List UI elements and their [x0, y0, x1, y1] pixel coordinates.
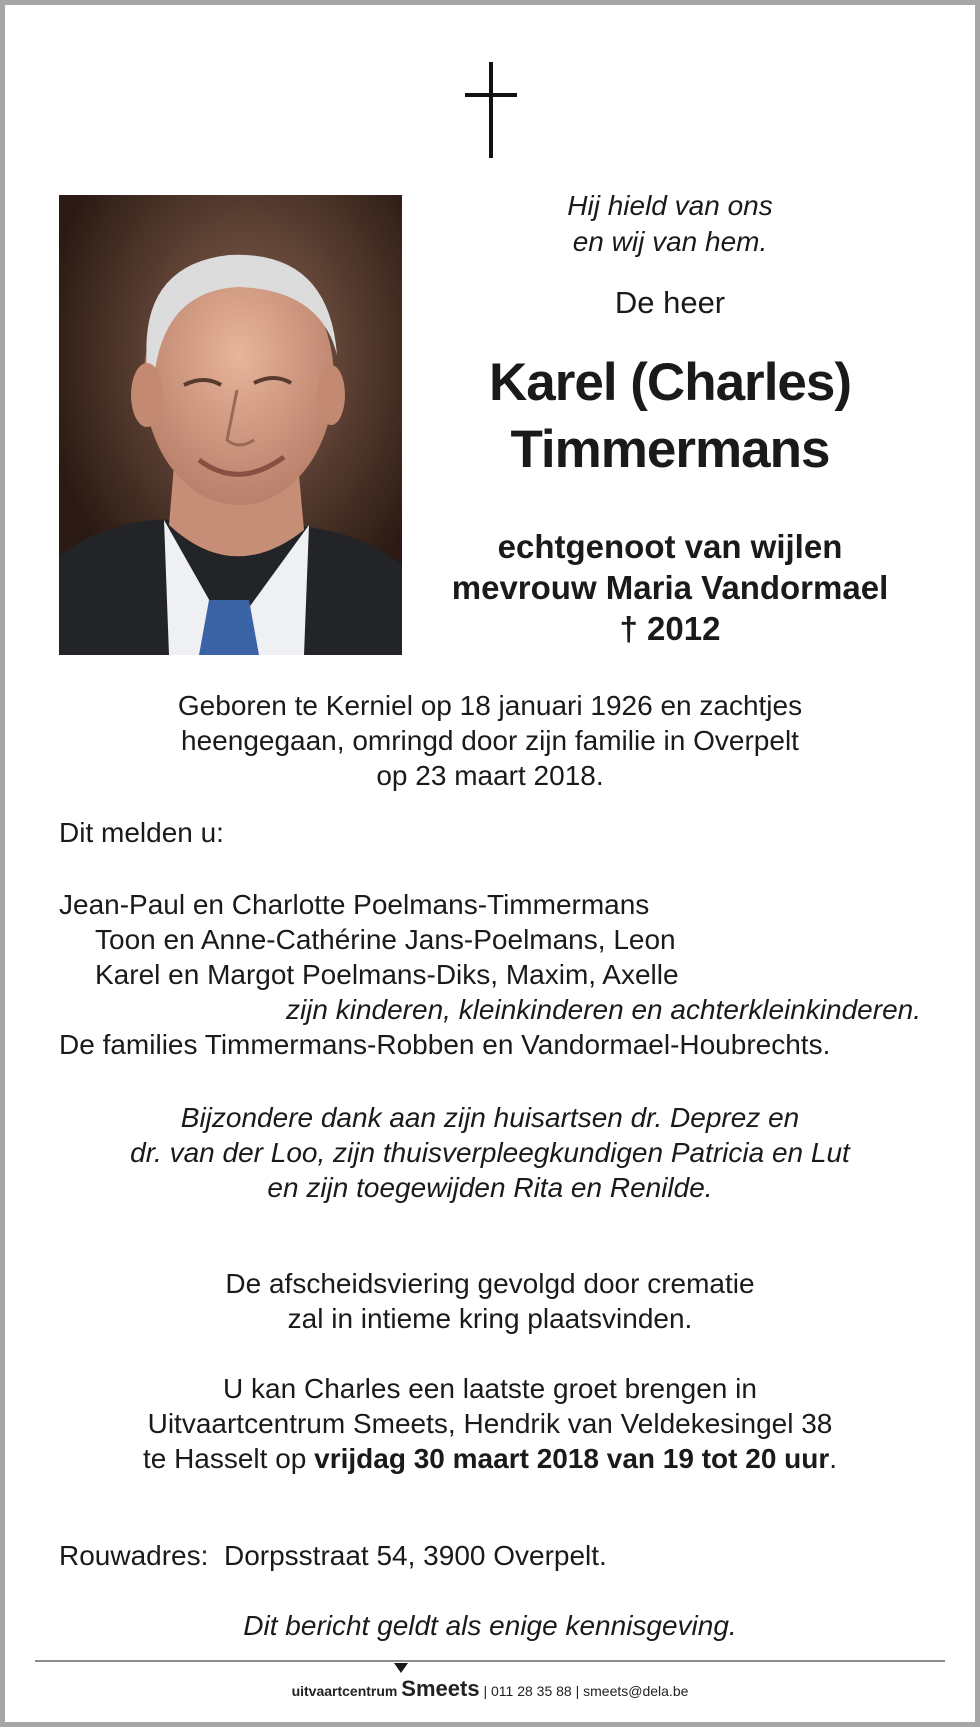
- brand-label: uitvaartcentrum: [291, 1683, 398, 1699]
- service-info: [59, 1266, 921, 1336]
- visit-datetime: vrijdag 30 maart 2018 van 19 tot 20 uur: [314, 1443, 830, 1474]
- spouse-info: [420, 526, 920, 649]
- family-role: zijn kinderen, kleinkinderen en achterkleinkinderen.: [285, 994, 921, 1025]
- name-line: Timmermans: [510, 420, 830, 479]
- motto-line: en wij van hem.: [572, 226, 768, 257]
- thanks-line: en zijn toegewijden Rita en Renilde.: [267, 1172, 713, 1203]
- honorific: De heer: [614, 285, 726, 320]
- family-list: [59, 887, 921, 1062]
- visit-line: U kan Charles een laatste groet brengen in: [223, 1373, 757, 1404]
- service-line: zal in intieme kring plaatsvinden.: [287, 1303, 693, 1334]
- birth-line: Geboren te Kerniel op 18 januari 1926 en zachtjes: [177, 690, 803, 721]
- spouse-line: † 2012: [619, 610, 721, 647]
- announcement-intro: Dit melden u:: [59, 817, 224, 848]
- mourning-address: [59, 1538, 921, 1573]
- family-line: Karel en Margot Poelmans-Diks, Maxim, Axelle: [95, 959, 679, 990]
- deceased-name: [420, 349, 920, 483]
- footer-separator: |: [575, 1683, 584, 1699]
- visitation-info: [59, 1371, 921, 1476]
- address-value: Dorpsstraat 54, 3900 Overpelt.: [223, 1540, 607, 1571]
- birth-death-info: [59, 688, 921, 793]
- motto: [420, 188, 920, 260]
- visit-prefix: te Hasselt op: [142, 1443, 315, 1474]
- spouse-line: mevrouw Maria Vandormael: [451, 569, 889, 606]
- notice-text: Dit bericht geldt als enige kennisgeving.: [243, 1610, 737, 1641]
- families-line: De families Timmermans-Robben en Vandormael-Houbrechts.: [59, 1029, 831, 1060]
- family-line: Toon en Anne-Cathérine Jans-Poelmans, Leon: [95, 924, 676, 955]
- motto-line: Hij hield van ons: [567, 190, 773, 221]
- visit-suffix: .: [829, 1443, 838, 1474]
- thanks-line: Bijzondere dank aan zijn huisartsen dr. Deprez en: [180, 1102, 800, 1133]
- visit-line: [59, 1441, 921, 1476]
- service-line: De afscheidsviering gevolgd door crematie: [225, 1268, 755, 1299]
- footer-divider: [35, 1660, 945, 1662]
- spouse-line: echtgenoot van wijlen: [497, 528, 843, 565]
- visit-line: Uitvaartcentrum Smeets, Hendrik van Veldekesingel 38: [147, 1408, 833, 1439]
- family-line: Jean-Paul en Charlotte Poelmans-Timmermans: [59, 889, 650, 920]
- name-line: Karel (Charles): [488, 353, 852, 412]
- thanks-text: [59, 1100, 921, 1205]
- brand-name: Smeets: [401, 1676, 480, 1701]
- thanks-line: dr. van der Loo, zijn thuisverpleegkundigen Patricia en Lut: [130, 1137, 850, 1168]
- cross-icon: [465, 62, 517, 158]
- footer-email: smeets@dela.be: [583, 1683, 689, 1699]
- footer: [0, 1676, 980, 1702]
- birth-line: op 23 maart 2018.: [376, 760, 604, 791]
- footer-separator: |: [483, 1683, 491, 1699]
- triangle-marker-icon: [394, 1663, 408, 1673]
- portrait-photo: [59, 195, 402, 655]
- birth-line: heengegaan, omringd door zijn familie in Overpelt: [181, 725, 799, 756]
- address-label: Rouwadres:: [59, 1540, 209, 1571]
- footer-phone: 011 28 35 88: [490, 1683, 572, 1699]
